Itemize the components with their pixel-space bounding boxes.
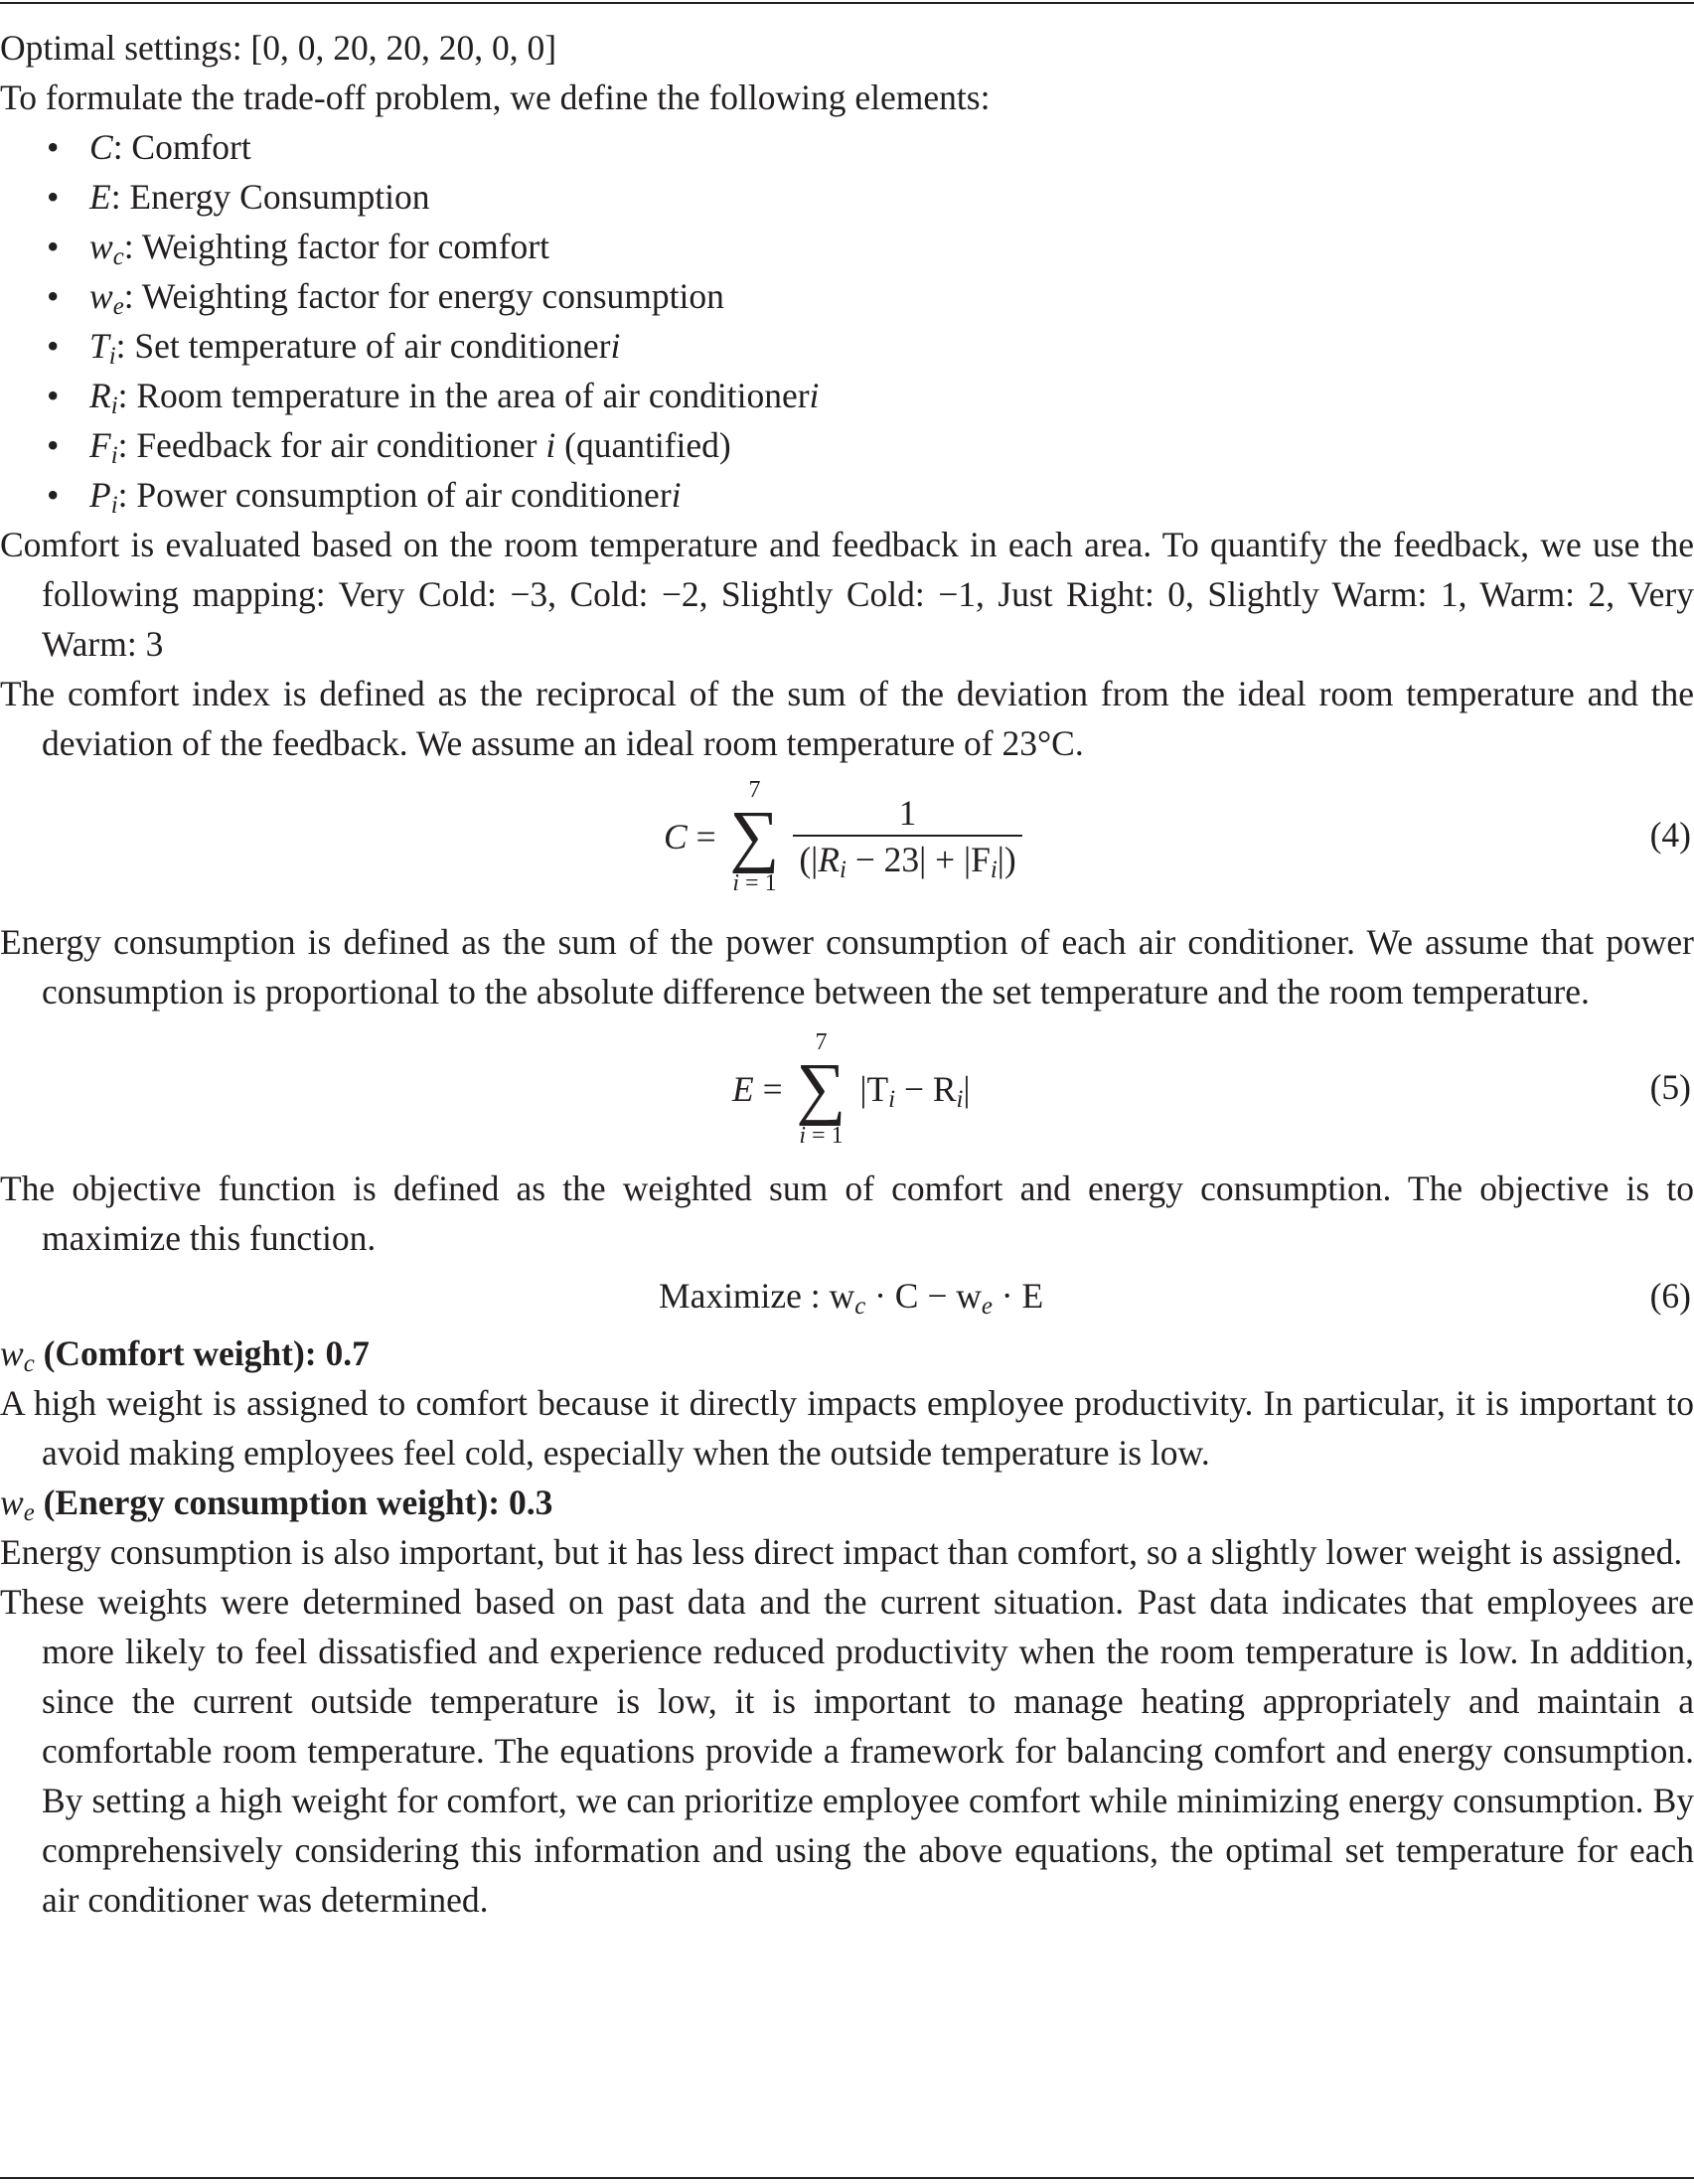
content <box>0 23 1694 1925</box>
bullet: • <box>47 276 60 316</box>
top-rule <box>0 2 1694 4</box>
optimal-settings: Optimal settings: [0, 0, 20, 20, 20, 0, 0] <box>0 28 557 68</box>
list-item: • E: Energy Consumption <box>0 172 1694 222</box>
bullet: • <box>47 177 60 217</box>
equation-4 <box>0 768 1694 917</box>
we-heading: $w_e$ (Energy consumption weight): 0.3 <box>0 1482 553 1527</box>
eq4-fraction: $\frac{1}{(|R_i - 23| + |F_i|)}$ <box>793 791 1021 882</box>
eq4-lhs: C = <box>664 817 716 857</box>
eq5-body: $|T_i - R_i|$ <box>859 1069 971 1114</box>
list-item: • $w_c$: Weighting factor for comfort <box>0 222 1694 271</box>
list-item: • $R_i$: Room temperature in the area of air conditioneri <box>0 371 1694 420</box>
equation-6 <box>0 1263 1694 1328</box>
list-item: • C: Comfort <box>0 122 1694 172</box>
eq6-body: Maximize : $w_c \cdot C - w_e \cdot E$ <box>659 1276 1044 1321</box>
bullet: • <box>47 425 60 465</box>
bullet: • <box>47 475 60 515</box>
list-item: • $F_i$: Feedback for air conditioner i (quantified) <box>0 420 1694 470</box>
equation-5 <box>0 1016 1694 1164</box>
bullet: • <box>47 376 60 415</box>
eq4-sum: 7 ∑ i = 1 <box>729 777 780 896</box>
list-item: • $P_i$: Power consumption of air conditioneri <box>0 470 1694 520</box>
bullet: • <box>47 227 60 266</box>
wc-heading: $w_c$ (Comfort weight): 0.7 <box>0 1333 370 1378</box>
bullet: • <box>47 127 60 167</box>
bottom-rule <box>0 2177 1694 2179</box>
comfort-paragraph: Comfort is evaluated based on the room temperature and feedback in each area. To quantify the feedback, we use the following mapping: Very Cold: −3, Cold: −2, Slightly Cold: −1, Just Right: 0, Slightly Warm: 1, Warm: 2, Very Warm: 3 <box>0 525 1694 664</box>
comfort-index-paragraph: The comfort index is defined as the reciprocal of the sum of the deviation from the ideal room temperature and the deviation of the feedback. We assume an ideal room temperature of 23°C. <box>0 674 1694 763</box>
bullet: • <box>47 326 60 366</box>
list-item: • $w_e$: Weighting factor for energy consumption <box>0 271 1694 321</box>
final-paragraph: These weights were determined based on past data and the current situation. Past data indicates that employees are more likely to feel dissatisfied and experience reduced productivity when the room temperature is low. In addition, since the current outside temperature is low, it is important to manage heating appropriately and maintain a comfortable room temperature. The equations provide a framework for balancing comfort and energy consumption. By setting a high weight for comfort, we can prioritize employee comfort while minimizing energy consumption. By comprehensively considering this information and using the above equations, the optimal set temperature for each air conditioner was determined. <box>0 1582 1694 1920</box>
eq6-number: (6) <box>1649 1276 1691 1316</box>
energy-paragraph: Energy consumption is defined as the sum of the power consumption of each air conditioner. We assume that power consumption is proportional to the absolute difference between the set temperature and the room temperature. <box>0 922 1694 1012</box>
eq4-number: (4) <box>1649 815 1691 855</box>
we-paragraph: Energy consumption is also important, but it has less direct impact than comfort, so a slightly lower weight is assigned. <box>0 1532 1683 1572</box>
list-item: • $T_i$: Set temperature of air conditioneri <box>0 321 1694 371</box>
eq5-sum: 7 ∑ i = 1 <box>796 1029 847 1149</box>
objective-paragraph: The objective function is defined as the weighted sum of comfort and energy consumption. The objective is to maximize this function. <box>0 1169 1694 1258</box>
intro-text: To formulate the trade-off problem, we define the following elements: <box>0 78 991 117</box>
eq5-number: (5) <box>1649 1067 1691 1107</box>
eq5-lhs: E = <box>732 1069 783 1109</box>
variable-list <box>0 122 1694 520</box>
wc-paragraph: A high weight is assigned to comfort because it directly impacts employee productivity. In particular, it is important to avoid making employees feel cold, especially when the outside temperature is low. <box>0 1383 1694 1473</box>
